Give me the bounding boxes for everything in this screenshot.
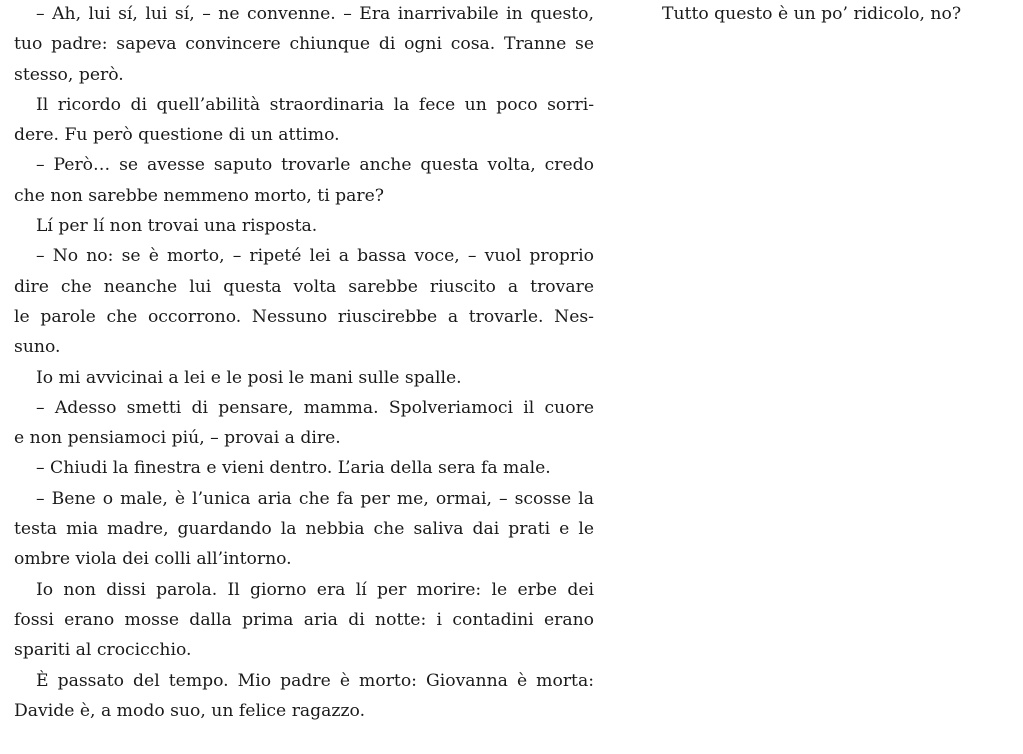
text-line: dere. Fu però questione di un attimo. — [14, 125, 340, 146]
text-line: spariti al crocicchio. — [14, 640, 192, 661]
text-line: tuo padre: sapeva convincere chiunque di ogni cosa. Tranne se — [14, 34, 594, 55]
text-line: fossi erano mosse dalla prima aria di notte: i contadini erano — [14, 609, 594, 630]
text-line: – No no: se è morto, – ripeté lei a bassa voce, – vuol proprio — [36, 246, 594, 267]
text-line: dire che neanche lui questa volta sarebbe riuscito a trovare — [14, 276, 594, 297]
text-line: Io non dissi parola. Il giorno era lí per morire: le erbe dei — [36, 579, 594, 600]
text-line: le parole che occorrono. Nessuno riuscirebbe a trovarle. Nes- — [14, 306, 594, 327]
text-line: – Però… se avesse saputo trovarle anche questa volta, credo — [36, 155, 594, 176]
text-line: ombre viola dei colli all’intorno. — [14, 549, 292, 570]
left-page-text — [14, 0, 594, 726]
text-line: – Ah, lui sí, lui sí, – ne convenne. – Era inarrivabile in questo, — [36, 4, 594, 24]
text-line: È passato del tempo. Mio padre è morto: Giovanna è morta: — [36, 670, 594, 691]
text-line: – Chiudi la finestra e vieni dentro. L’aria della sera fa male. — [36, 458, 551, 479]
text-line: – Adesso smetti di pensare, mamma. Spolveriamoci il cuore — [36, 397, 594, 418]
text-line: Lí per lí non trovai una risposta. — [36, 216, 318, 237]
text-line: e non pensiamoci piú, – provai a dire. — [14, 428, 341, 449]
text-line: Tutto questo è un po’ ridicolo, no? — [662, 4, 962, 24]
text-line: che non sarebbe nemmeno morto, ti pare? — [14, 185, 385, 206]
right-page-text — [662, 0, 1002, 29]
text-line: Il ricordo di quell’abilità straordinaria la fece un poco sorri- — [36, 94, 594, 115]
text-line: – Bene o male, è l’unica aria che fa per me, ormai, – scosse la — [36, 488, 594, 509]
text-line: Io mi avvicinai a lei e le posi le mani sulle spalle. — [36, 367, 462, 388]
text-line: stesso, però. — [14, 64, 124, 85]
text-line: suno. — [14, 337, 61, 358]
text-line: Davide è, a modo suo, un felice ragazzo. — [14, 700, 366, 721]
text-line: testa mia madre, guardando la nebbia che saliva dai prati e le — [14, 519, 594, 540]
